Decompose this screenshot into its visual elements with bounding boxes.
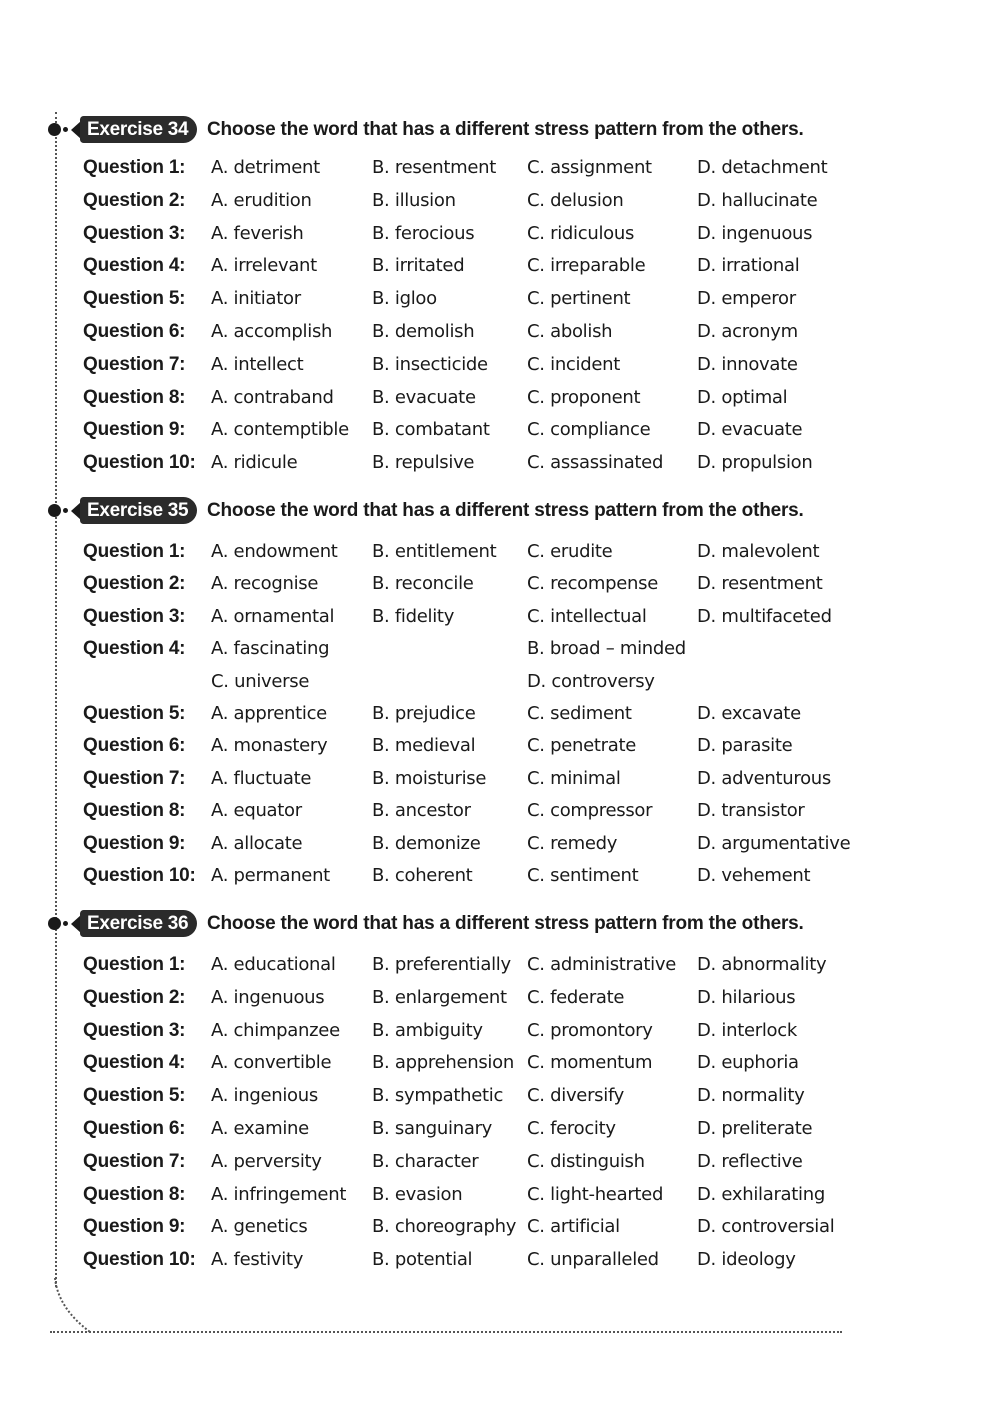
option-a: A. permanent [211, 865, 330, 886]
option-d: D. transistor [697, 800, 805, 822]
option-c: C. compliance [527, 419, 651, 441]
exercise-instruction: Choose the word that has a different stress pattern from the others. [207, 119, 804, 140]
question-row [0, 604, 1000, 634]
question-row [0, 863, 1000, 893]
option-c: C. assassinated [527, 452, 664, 474]
exercise-instruction: Choose the word that has a different stress pattern from the others. [207, 913, 804, 934]
option-d: D. controversial [697, 1216, 835, 1238]
option-a: A. fascinating [211, 638, 330, 660]
bullet-small-dot-icon [63, 508, 68, 513]
question-row [0, 1247, 1000, 1277]
option-b: B. insecticide [372, 353, 488, 375]
option-b: B. combatant [372, 419, 490, 441]
option-a: A. allocate [211, 832, 303, 854]
option-a: A. initiator [211, 288, 301, 310]
option-a: A. recognise [211, 573, 319, 595]
option-a: A. ingenuous [211, 986, 325, 1008]
question-row [0, 636, 1000, 666]
option-b: B. ancestor [372, 800, 471, 822]
option-b: B. ambiguity [372, 1019, 483, 1041]
option-c: C. momentum [527, 1052, 653, 1074]
option-a: A. educational [211, 954, 336, 975]
question-label: Question 3: [83, 222, 186, 244]
option-c: C. abolish [527, 321, 613, 342]
option-d: D. exhilarating [697, 1183, 825, 1205]
option-c: C. unparalleled [527, 1249, 659, 1271]
option-a: A. intellect [211, 353, 304, 375]
option-b: B. irritated [372, 255, 465, 277]
option-b: B. choreography [372, 1216, 517, 1238]
question-row [0, 766, 1000, 796]
question-label: Question 4: [83, 638, 186, 660]
question-label: Question 7: [83, 353, 186, 375]
question-row [0, 319, 1000, 349]
option-b: B. moisturise [372, 767, 487, 789]
question-label: Question 7: [83, 1150, 186, 1172]
option-a: C. universe [211, 670, 310, 692]
option-a: A. convertible [211, 1052, 332, 1074]
question-row [0, 669, 1000, 699]
question-row [0, 417, 1000, 447]
option-b: B. evacuate [372, 386, 476, 408]
option-d: D. emperor [697, 288, 796, 310]
option-a: A. genetics [211, 1216, 308, 1238]
question-row [0, 1018, 1000, 1048]
option-a: A. ingenious [211, 1085, 318, 1107]
question-row [0, 798, 1000, 828]
bullet-dot-icon [48, 917, 61, 930]
question-row [0, 571, 1000, 601]
question-row [0, 1116, 1000, 1146]
question-label: Question 3: [83, 1019, 186, 1041]
option-b: B. character [372, 1150, 479, 1172]
option-a: A. detriment [211, 157, 320, 178]
exercise-header [0, 497, 1000, 531]
option-d: D. abnormality [697, 954, 827, 975]
bullet-dot-icon [48, 504, 61, 517]
question-label: Question 6: [83, 321, 186, 342]
question-label: Question 2: [83, 189, 186, 211]
question-label: Question 9: [83, 832, 186, 854]
option-c: B. broad – minded [527, 638, 686, 660]
question-label: Question 6: [83, 735, 186, 757]
option-b: B. coherent [372, 865, 473, 886]
question-label: Question 10: [83, 452, 196, 474]
exercise-badge: Exercise 36 [80, 910, 197, 937]
option-d: D. normality [697, 1085, 805, 1107]
exercise-header [0, 910, 1000, 944]
option-a: A. endowment [211, 541, 338, 562]
option-c: C. delusion [527, 189, 624, 211]
exercise-header [0, 116, 1000, 150]
option-c: C. ridiculous [527, 222, 635, 244]
question-row [0, 985, 1000, 1015]
option-d: D. excavate [697, 703, 801, 724]
option-c: C. ferocity [527, 1118, 616, 1139]
question-label: Question 3: [83, 605, 186, 627]
option-c: C. promontory [527, 1019, 653, 1041]
option-d: D. preliterate [697, 1118, 813, 1139]
option-c: C. penetrate [527, 735, 637, 757]
option-c: C. incident [527, 353, 620, 375]
question-label: Question 8: [83, 1183, 186, 1205]
question-label: Question 8: [83, 386, 186, 408]
option-d: D. multifaceted [697, 605, 832, 627]
option-a: A. infringement [211, 1183, 347, 1205]
question-label: Question 10: [83, 865, 196, 886]
option-d: D. evacuate [697, 419, 803, 441]
option-a: A. erudition [211, 189, 312, 211]
option-b: B. medieval [372, 735, 476, 757]
question-row [0, 450, 1000, 480]
option-a: A. ridicule [211, 452, 298, 474]
question-row [0, 221, 1000, 251]
question-label: Question 5: [83, 703, 186, 724]
option-b: B. potential [372, 1249, 473, 1271]
question-row [0, 1083, 1000, 1113]
option-d: D. reflective [697, 1150, 803, 1172]
option-d: D. hallucinate [697, 189, 818, 211]
question-row [0, 286, 1000, 316]
question-row [0, 1214, 1000, 1244]
question-label: Question 1: [83, 541, 186, 562]
option-d: D. irrational [697, 255, 800, 277]
option-d: D. euphoria [697, 1052, 799, 1074]
option-d: D. ideology [697, 1249, 796, 1271]
question-row [0, 385, 1000, 415]
option-a: A. irrelevant [211, 255, 317, 277]
option-b: B. resentment [372, 157, 496, 178]
exercise-instruction: Choose the word that has a different stress pattern from the others. [207, 500, 804, 521]
option-c: C. recompense [527, 573, 658, 595]
option-d: D. malevolent [697, 541, 820, 562]
option-a: A. contraband [211, 386, 334, 408]
option-c: C. distinguish [527, 1150, 645, 1172]
option-c: C. diversify [527, 1085, 625, 1107]
question-row [0, 701, 1000, 731]
question-row [0, 831, 1000, 861]
option-b: B. illusion [372, 189, 456, 211]
option-d: D. vehement [697, 865, 811, 886]
option-d: D. propulsion [697, 452, 813, 474]
question-label: Question 2: [83, 573, 186, 595]
question-label: Question 8: [83, 800, 186, 822]
option-b: B. demonize [372, 832, 481, 854]
question-label: Question 9: [83, 1216, 186, 1238]
option-c: C. sediment [527, 703, 632, 724]
option-d: D. resentment [697, 573, 823, 595]
option-d: D. parasite [697, 735, 793, 757]
option-a: A. chimpanzee [211, 1019, 340, 1041]
option-a: A. fluctuate [211, 767, 312, 789]
option-b: B. entitlement [372, 541, 497, 562]
option-d: D. detachment [697, 157, 828, 178]
option-c: C. remedy [527, 832, 618, 854]
question-label: Question 4: [83, 1052, 186, 1074]
question-label: Question 10: [83, 1249, 196, 1271]
question-row [0, 1050, 1000, 1080]
option-b: B. demolish [372, 321, 475, 342]
option-b: B. ferocious [372, 222, 475, 244]
option-b: B. sympathetic [372, 1085, 504, 1107]
option-c: C. light-hearted [527, 1183, 664, 1205]
exercise-badge: Exercise 35 [80, 497, 197, 524]
option-a: A. festivity [211, 1249, 304, 1271]
option-b: B. preferentially [372, 954, 511, 975]
question-label: Question 9: [83, 419, 186, 441]
question-label: Question 4: [83, 255, 186, 277]
option-d: D. argumentative [697, 832, 851, 854]
option-b: B. repulsive [372, 452, 475, 474]
option-c: C. proponent [527, 386, 641, 408]
option-b: B. apprehension [372, 1052, 514, 1074]
option-a: A. contemptible [211, 419, 349, 441]
margin-corner-curve [50, 1278, 100, 1334]
option-c: C. irreparable [527, 255, 646, 277]
question-row [0, 352, 1000, 382]
question-label: Question 1: [83, 157, 186, 178]
option-c: C. compressor [527, 800, 653, 822]
question-row [0, 539, 1000, 569]
question-row [0, 188, 1000, 218]
option-b: B. reconcile [372, 573, 474, 595]
option-d: D. acronym [697, 321, 798, 342]
option-b: B. igloo [372, 288, 437, 310]
option-c: C. administrative [527, 954, 676, 975]
question-label: Question 6: [83, 1118, 186, 1139]
question-row [0, 155, 1000, 185]
option-a: A. equator [211, 800, 302, 822]
question-label: Question 1: [83, 954, 186, 975]
option-a: A. ornamental [211, 605, 335, 627]
option-d: D. optimal [697, 386, 788, 408]
bullet-small-dot-icon [63, 921, 68, 926]
question-label: Question 7: [83, 767, 186, 789]
question-label: Question 5: [83, 288, 186, 310]
option-b: B. sanguinary [372, 1118, 493, 1139]
option-a: A. accomplish [211, 321, 333, 342]
option-c: C. sentiment [527, 865, 639, 886]
question-row [0, 1149, 1000, 1179]
question-row [0, 253, 1000, 283]
question-label: Question 2: [83, 986, 186, 1008]
option-c: C. intellectual [527, 605, 647, 627]
question-row [0, 1182, 1000, 1212]
option-c: C. erudite [527, 541, 613, 562]
option-d: D. interlock [697, 1019, 797, 1041]
option-b: B. prejudice [372, 703, 476, 724]
option-d: D. hilarious [697, 986, 796, 1008]
option-a: A. apprentice [211, 703, 327, 724]
option-a: A. feverish [211, 222, 304, 244]
bottom-dotted-rule [50, 1331, 842, 1333]
option-a: A. examine [211, 1118, 309, 1139]
option-d: D. adventurous [697, 767, 831, 789]
question-row [0, 952, 1000, 982]
option-b: B. enlargement [372, 986, 507, 1008]
option-c: C. pertinent [527, 288, 631, 310]
option-c: D. controversy [527, 670, 655, 692]
option-c: C. federate [527, 986, 625, 1008]
option-a: A. perversity [211, 1150, 322, 1172]
question-row [0, 733, 1000, 763]
option-b: B. evasion [372, 1183, 463, 1205]
option-c: C. assignment [527, 157, 652, 178]
exercise-badge: Exercise 34 [80, 116, 197, 143]
bullet-small-dot-icon [63, 127, 68, 132]
bullet-dot-icon [48, 123, 61, 136]
option-d: D. ingenuous [697, 222, 813, 244]
option-c: C. minimal [527, 767, 621, 789]
option-a: A. monastery [211, 735, 328, 757]
option-b: B. fidelity [372, 605, 455, 627]
option-c: C. artificial [527, 1216, 620, 1238]
question-label: Question 5: [83, 1085, 186, 1107]
option-d: D. innovate [697, 353, 798, 375]
